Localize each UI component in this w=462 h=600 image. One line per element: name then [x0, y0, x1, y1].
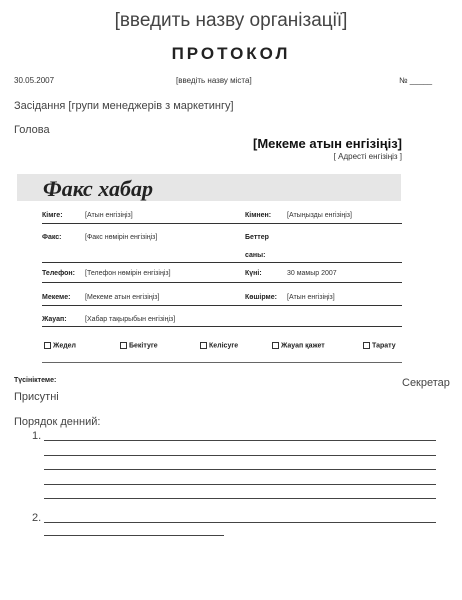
checkbox-box[interactable] — [44, 342, 51, 349]
agenda-line — [44, 440, 436, 441]
checkbox-label: Келісуге — [209, 342, 239, 350]
from-label: Кімнен: — [245, 212, 272, 219]
fax-row-rule — [42, 282, 402, 283]
fax-row-rule — [42, 326, 402, 327]
subject-label: Жауап: — [42, 316, 67, 323]
fax-address: [ Адресті енгізіңіз ] — [333, 152, 402, 161]
meeting-place: [введіть назву міста] — [176, 76, 252, 85]
date-value: 30 мамыр 2007 — [287, 270, 337, 277]
checkbox-urgent[interactable] — [44, 342, 76, 349]
agenda-item-number: 2. — [32, 512, 42, 524]
fax-row-rule — [42, 223, 402, 224]
chair-label: Голова — [14, 124, 50, 136]
date-label: Күні: — [245, 270, 262, 277]
agenda-line — [44, 522, 436, 523]
fax-bottom-rule — [42, 362, 402, 363]
phone-label: Телефон: — [42, 270, 75, 277]
document-title: ПРОТОКОЛ — [171, 44, 291, 63]
checkbox-agree[interactable] — [200, 342, 238, 349]
checkbox-box[interactable] — [200, 342, 207, 349]
meeting-date: 30.05.2007 — [14, 76, 55, 85]
copy-label: Көшірме: — [245, 294, 277, 301]
to-label: Кімге: — [42, 212, 63, 219]
session-line: Засідання [групи менеджерів з маркетингу] — [14, 100, 234, 112]
from-value: [Атыңызды енгізіңіз] — [287, 212, 352, 219]
agenda-line — [44, 469, 436, 470]
notes-label: Түсініктеме: — [14, 377, 57, 384]
checkbox-label: Жедел — [53, 342, 77, 350]
checkbox-label: Бекітуге — [129, 342, 158, 350]
agenda-item-number: 1. — [32, 430, 42, 442]
fax-value: [Факс нөмірін енгізіңіз] — [85, 234, 158, 241]
fax-row-rule — [42, 262, 402, 263]
protocol-number: № _____ — [399, 76, 433, 85]
checkbox-approve[interactable] — [120, 342, 158, 349]
checkbox-distribute[interactable] — [363, 342, 396, 349]
checkbox-box[interactable] — [272, 342, 279, 349]
present-label: Присутні — [14, 391, 59, 403]
subject-value: [Хабар тақырыбын енгізіңіз] — [85, 316, 176, 323]
fax-label: Факс: — [42, 234, 62, 241]
fax-company-name: [Мекеме атын енгізіңіз] — [252, 136, 402, 151]
company-value: [Мекеме атын енгізіңіз] — [85, 294, 160, 301]
company-label: Мекеме: — [42, 294, 71, 301]
agenda-line — [44, 455, 436, 456]
to-value: [Атын енгізіңіз] — [85, 212, 133, 219]
organization-name: [введить назву організації] — [114, 10, 348, 31]
secretary-label: Секретар — [402, 377, 450, 389]
copy-value: [Атын енгізіңіз] — [287, 294, 335, 301]
agenda-label: Порядок денний: — [14, 416, 101, 428]
fax-title: Факс хабар — [43, 176, 153, 201]
phone-value: [Телефон нөмірін енгізіңіз] — [85, 270, 171, 277]
pages-label-1: Беттер — [245, 234, 269, 241]
agenda-line — [44, 498, 436, 499]
checkbox-label: Тарату — [372, 342, 396, 350]
fax-row-rule — [42, 305, 402, 306]
checkbox-reply[interactable] — [272, 342, 325, 349]
pages-label-2: саны: — [245, 252, 266, 259]
agenda-line — [44, 484, 436, 485]
agenda-line — [44, 535, 224, 536]
checkbox-box[interactable] — [363, 342, 370, 349]
checkbox-box[interactable] — [120, 342, 127, 349]
checkbox-label: Жауап қажет — [281, 342, 325, 350]
